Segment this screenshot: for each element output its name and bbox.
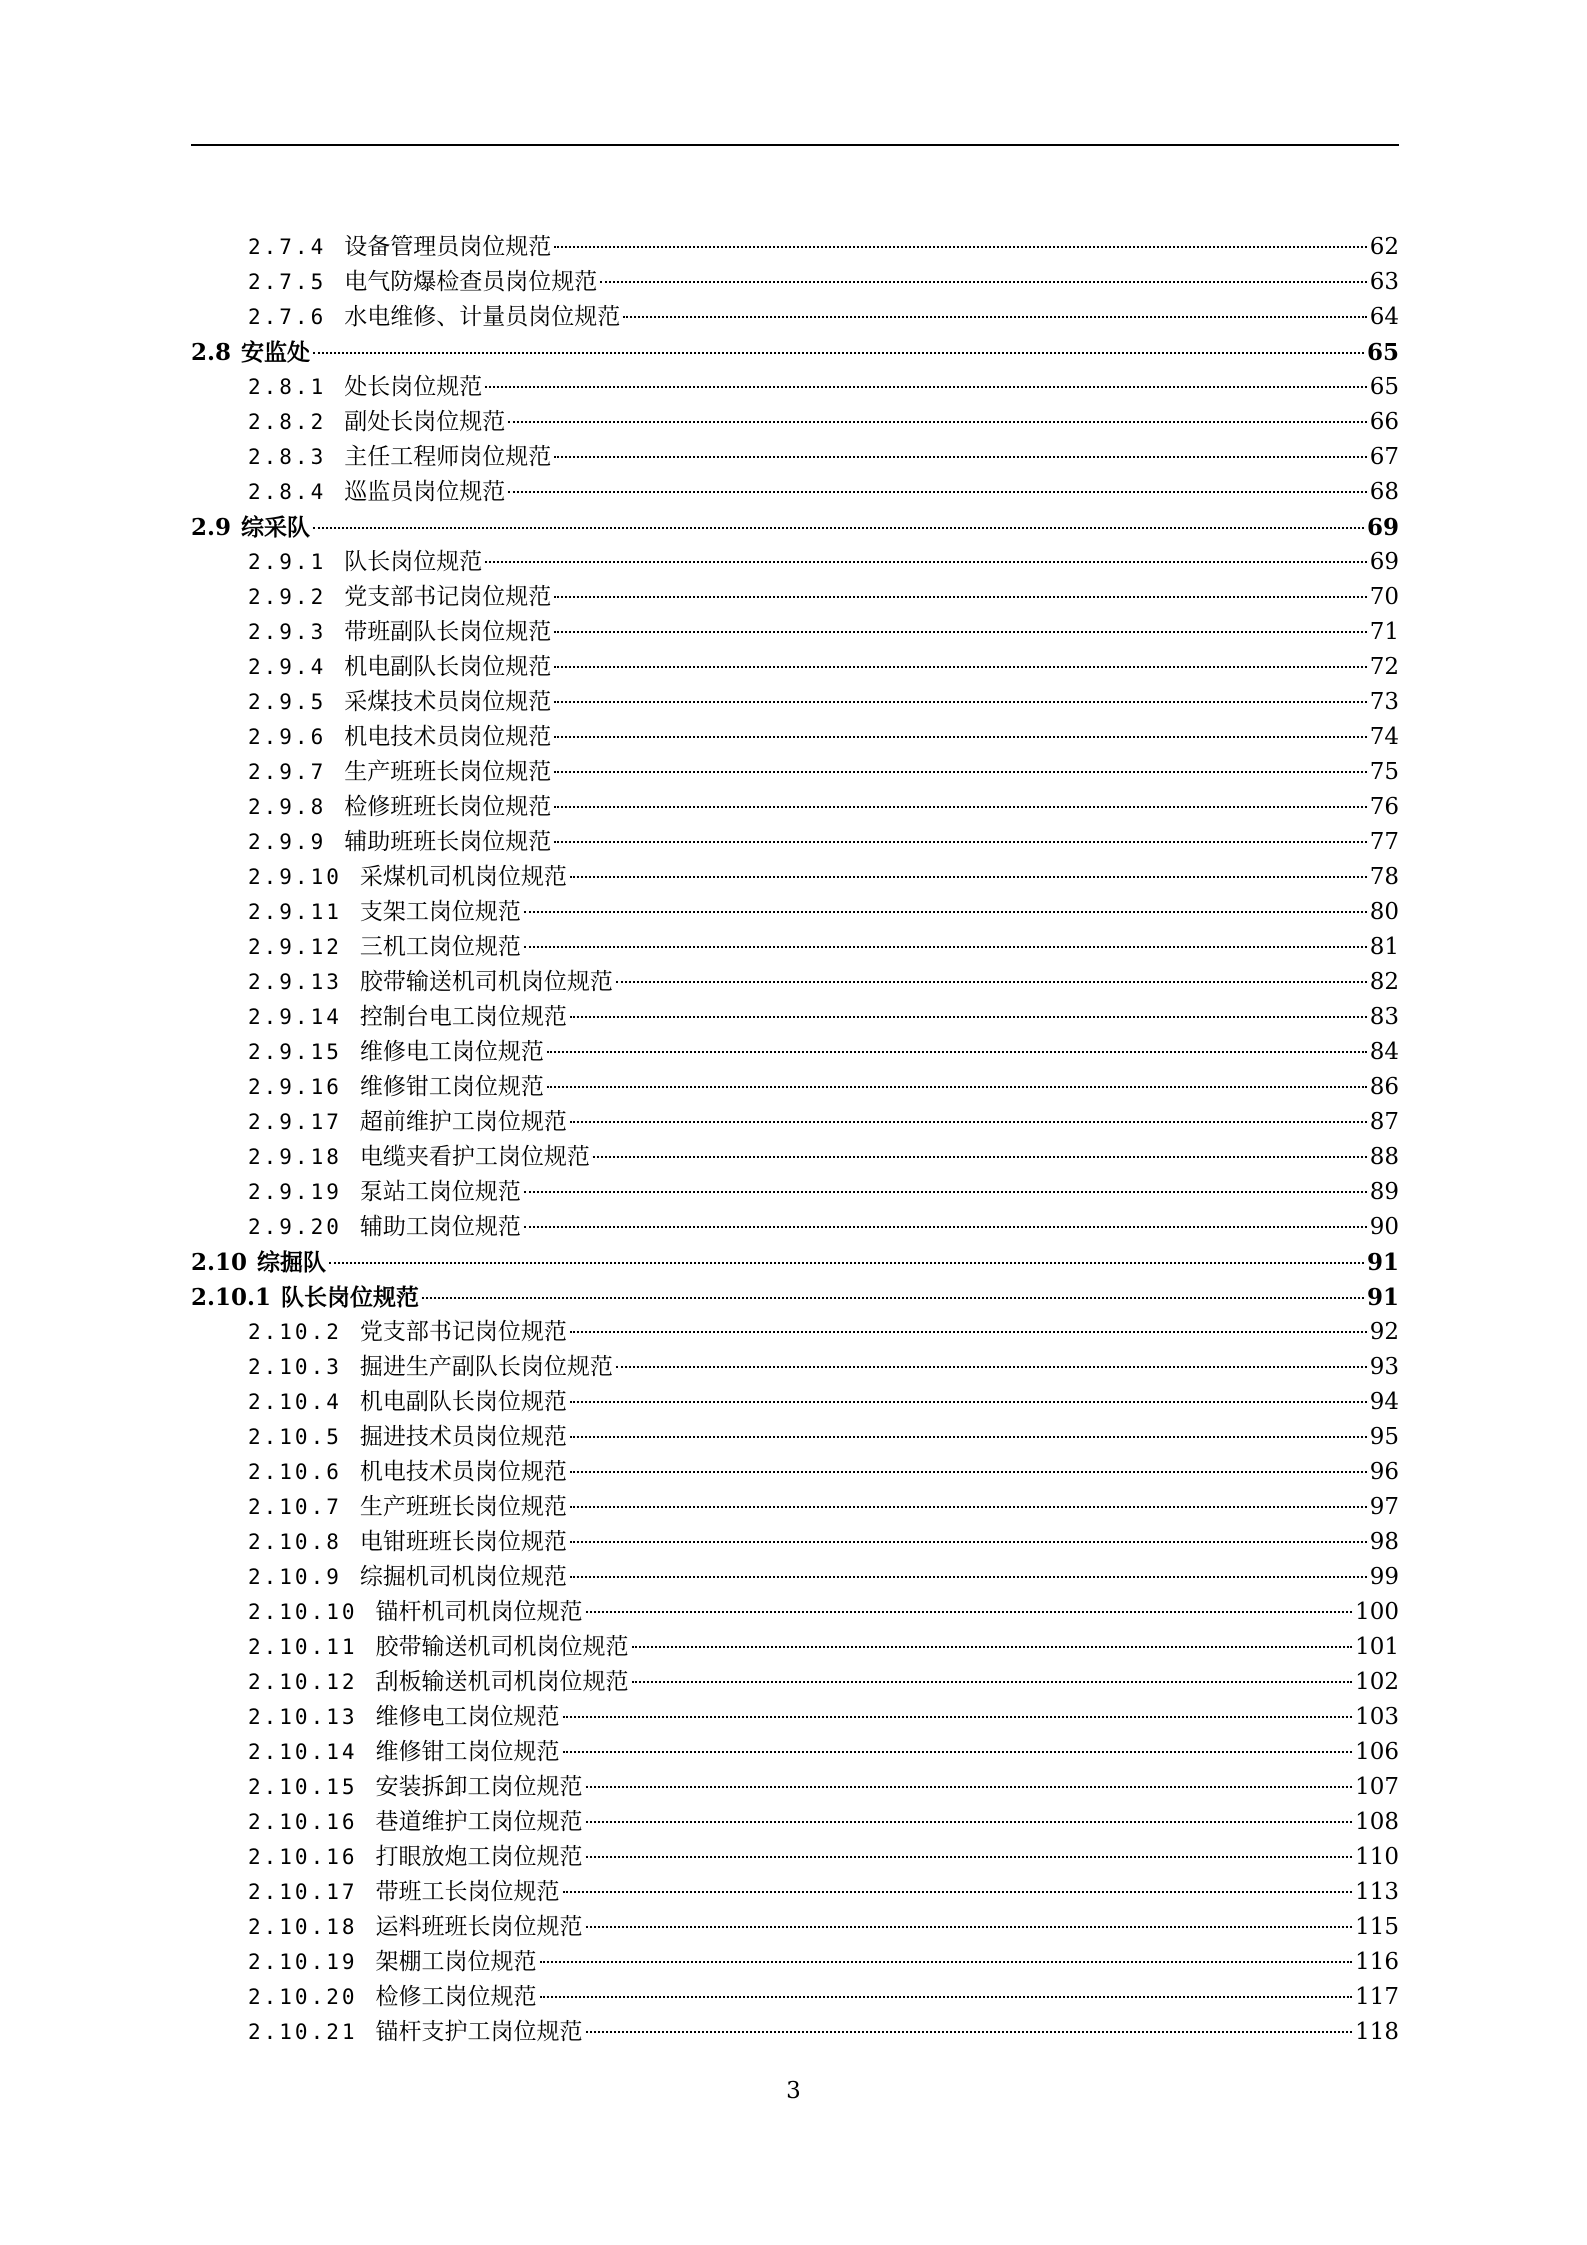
toc-entry-page: 107 <box>1355 1774 1399 1800</box>
toc-entry-page: 73 <box>1369 689 1399 715</box>
toc-entry-number: 2.8.1 <box>248 375 327 399</box>
toc-entry[interactable] <box>191 1875 1399 1910</box>
toc-entry-page: 68 <box>1369 479 1399 505</box>
toc-entry[interactable] <box>191 1105 1399 1140</box>
toc-entry-number: 2.9.10 <box>248 865 342 889</box>
toc-dot-leader <box>554 246 1367 248</box>
toc-entry-title: 党支部书记岗位规范 <box>344 584 552 610</box>
toc-entry-number: 2.10.14 <box>248 1740 358 1764</box>
toc-entry-title: 维修电工岗位规范 <box>375 1704 560 1730</box>
toc-entry-page: 99 <box>1369 1564 1399 1590</box>
toc-entry-number: 2.10.12 <box>248 1670 358 1694</box>
toc-entry-number: 2.9.1 <box>248 550 327 574</box>
toc-entry-number: 2.9.6 <box>248 725 327 749</box>
toc-dot-leader <box>570 1331 1367 1333</box>
toc-dot-leader <box>524 911 1367 913</box>
toc-entry-page: 76 <box>1369 794 1399 820</box>
toc-entry-page: 92 <box>1369 1319 1399 1345</box>
toc-dot-leader <box>547 1051 1367 1053</box>
toc-entry-title: 生产班班长岗位规范 <box>344 759 552 785</box>
toc-entry-number: 2.9.2 <box>248 585 327 609</box>
toc-entry-page: 64 <box>1369 304 1399 330</box>
toc-entry-number: 2.8.3 <box>248 445 327 469</box>
toc-entry[interactable] <box>191 790 1399 825</box>
toc-entry[interactable] <box>191 1735 1399 1770</box>
toc-entry[interactable] <box>191 1455 1399 1490</box>
toc-dot-leader <box>570 1401 1367 1403</box>
toc-entry-number: 2.10.19 <box>248 1950 358 1974</box>
toc-entry-page: 106 <box>1355 1739 1399 1765</box>
toc-dot-leader <box>623 316 1367 318</box>
toc-entry-page: 82 <box>1369 969 1399 995</box>
toc-entry-page: 86 <box>1369 1074 1399 1100</box>
toc-entry-number: 2.10.1 <box>191 1284 272 1311</box>
toc-entry-page: 110 <box>1355 1844 1399 1870</box>
toc-dot-leader <box>422 1297 1364 1299</box>
toc-entry-number: 2.10.21 <box>248 2020 358 2044</box>
toc-entry-title: 维修电工岗位规范 <box>359 1039 544 1065</box>
toc-dot-leader <box>540 1961 1353 1963</box>
toc-entry-page: 71 <box>1369 619 1399 645</box>
toc-entry-title: 锚杆支护工岗位规范 <box>375 2019 583 2045</box>
toc-entry[interactable] <box>191 860 1399 895</box>
toc-entry-title: 掘进技术员岗位规范 <box>359 1424 567 1450</box>
toc-entry-number: 2.9.18 <box>248 1145 342 1169</box>
toc-entry[interactable] <box>191 335 1399 370</box>
toc-entry-title: 队长岗位规范 <box>281 1284 420 1311</box>
toc-entry-page: 117 <box>1355 1984 1399 2010</box>
toc-entry-page: 95 <box>1369 1424 1399 1450</box>
toc-entry[interactable] <box>191 1770 1399 1805</box>
toc-entry-title: 控制台电工岗位规范 <box>359 1004 567 1030</box>
toc-entry[interactable] <box>191 1175 1399 1210</box>
toc-dot-leader <box>570 876 1367 878</box>
toc-entry-title: 辅助班班长岗位规范 <box>344 829 552 855</box>
toc-entry-number: 2.9.7 <box>248 760 327 784</box>
toc-entry[interactable] <box>191 1385 1399 1420</box>
toc-entry-number: 2.9.13 <box>248 970 342 994</box>
toc-dot-leader <box>570 1471 1367 1473</box>
toc-entry-page: 108 <box>1355 1809 1399 1835</box>
toc-entry-number: 2.9.11 <box>248 900 342 924</box>
toc-entry-title: 巷道维护工岗位规范 <box>375 1809 583 1835</box>
toc-entry[interactable] <box>191 1245 1399 1280</box>
toc-entry[interactable] <box>191 265 1399 300</box>
toc-entry-page: 118 <box>1355 2019 1399 2045</box>
toc-entry-page: 75 <box>1369 759 1399 785</box>
toc-entry[interactable] <box>191 1280 1399 1315</box>
toc-entry[interactable] <box>191 1665 1399 1700</box>
toc-entry-title: 支架工岗位规范 <box>359 899 521 925</box>
toc-entry-title: 综掘队 <box>257 1249 327 1276</box>
toc-entry-title: 三机工岗位规范 <box>359 934 521 960</box>
toc-entry[interactable] <box>191 475 1399 510</box>
toc-entry-title: 超前维护工岗位规范 <box>359 1109 567 1135</box>
toc-entry-page: 80 <box>1369 899 1399 925</box>
toc-entry[interactable] <box>191 230 1399 265</box>
toc-dot-leader <box>540 1996 1353 1998</box>
toc-entry-title: 水电维修、计量员岗位规范 <box>344 304 621 330</box>
toc-entry[interactable] <box>191 1000 1399 1035</box>
toc-entry-title: 带班副队长岗位规范 <box>344 619 552 645</box>
toc-entry-title: 生产班班长岗位规范 <box>359 1494 567 1520</box>
toc-entry[interactable] <box>191 300 1399 335</box>
toc-entry[interactable] <box>191 825 1399 860</box>
toc-entry-page: 74 <box>1369 724 1399 750</box>
toc-entry-page: 84 <box>1369 1039 1399 1065</box>
toc-dot-leader <box>632 1646 1353 1648</box>
toc-dot-leader <box>570 1541 1367 1543</box>
toc-entry-title: 队长岗位规范 <box>344 549 483 575</box>
toc-dot-leader <box>485 386 1367 388</box>
toc-entry-number: 2.10.5 <box>248 1425 342 1449</box>
toc-dot-leader <box>554 771 1367 773</box>
table-of-contents <box>191 230 1399 2050</box>
toc-entry-page: 78 <box>1369 864 1399 890</box>
toc-entry-number: 2.10.11 <box>248 1635 358 1659</box>
toc-entry-page: 88 <box>1369 1144 1399 1170</box>
toc-entry-number: 2.9.20 <box>248 1215 342 1239</box>
toc-entry[interactable] <box>191 755 1399 790</box>
toc-entry-title: 处长岗位规范 <box>344 374 483 400</box>
toc-entry-number: 2.9.19 <box>248 1180 342 1204</box>
toc-entry-title: 采煤机司机岗位规范 <box>359 864 567 890</box>
toc-dot-leader <box>313 352 1364 354</box>
toc-entry[interactable] <box>191 1035 1399 1070</box>
toc-dot-leader <box>524 1191 1367 1193</box>
toc-dot-leader <box>586 1856 1353 1858</box>
toc-dot-leader <box>586 1786 1353 1788</box>
toc-entry[interactable] <box>191 1910 1399 1945</box>
toc-entry-number: 2.10.20 <box>248 1985 358 2009</box>
toc-entry-page: 72 <box>1369 654 1399 680</box>
toc-entry[interactable] <box>191 1560 1399 1595</box>
toc-entry-number: 2.10.16 <box>248 1810 358 1834</box>
toc-entry-number: 2.7.6 <box>248 305 327 329</box>
toc-entry-page: 98 <box>1369 1529 1399 1555</box>
toc-dot-leader <box>586 2031 1353 2033</box>
toc-dot-leader <box>593 1156 1367 1158</box>
toc-entry-number: 2.10.7 <box>248 1495 342 1519</box>
toc-entry-number: 2.9.14 <box>248 1005 342 1029</box>
toc-entry[interactable] <box>191 720 1399 755</box>
toc-entry-number: 2.10.18 <box>248 1915 358 1939</box>
toc-dot-leader <box>563 1716 1353 1718</box>
toc-entry-title: 胶带输送机司机岗位规范 <box>375 1634 629 1660</box>
toc-entry-page: 87 <box>1369 1109 1399 1135</box>
toc-entry-page: 116 <box>1355 1949 1399 1975</box>
toc-entry-title: 维修钳工岗位规范 <box>359 1074 544 1100</box>
toc-entry-title: 安装拆卸工岗位规范 <box>375 1774 583 1800</box>
toc-entry-number: 2.9.16 <box>248 1075 342 1099</box>
toc-entry-number: 2.10 <box>191 1249 248 1276</box>
toc-entry[interactable] <box>191 895 1399 930</box>
toc-entry-number: 2.8.2 <box>248 410 327 434</box>
toc-entry-page: 70 <box>1369 584 1399 610</box>
toc-entry-title: 检修班班长岗位规范 <box>344 794 552 820</box>
toc-entry[interactable] <box>191 1420 1399 1455</box>
toc-entry-number: 2.9.3 <box>248 620 327 644</box>
toc-entry-number: 2.10.8 <box>248 1530 342 1554</box>
toc-entry[interactable] <box>191 615 1399 650</box>
toc-entry[interactable] <box>191 440 1399 475</box>
toc-entry[interactable] <box>191 685 1399 720</box>
toc-entry-title: 巡监员岗位规范 <box>344 479 506 505</box>
toc-entry-number: 2.8 <box>191 339 232 366</box>
toc-dot-leader <box>570 1016 1367 1018</box>
toc-dot-leader <box>570 1576 1367 1578</box>
toc-entry-title: 设备管理员岗位规范 <box>344 234 552 260</box>
toc-entry-title: 检修工岗位规范 <box>375 1984 537 2010</box>
toc-entry-page: 63 <box>1369 269 1399 295</box>
toc-entry-page: 65 <box>1369 374 1399 400</box>
toc-dot-leader <box>508 491 1367 493</box>
toc-dot-leader <box>554 736 1367 738</box>
toc-entry-number: 2.10.6 <box>248 1460 342 1484</box>
toc-entry-title: 电气防爆检查员岗位规范 <box>344 269 598 295</box>
toc-entry-title: 采煤技术员岗位规范 <box>344 689 552 715</box>
toc-entry-title: 打眼放炮工岗位规范 <box>375 1844 583 1870</box>
toc-entry-page: 90 <box>1369 1214 1399 1240</box>
toc-dot-leader <box>632 1681 1353 1683</box>
toc-dot-leader <box>554 596 1367 598</box>
toc-entry-page: 69 <box>1369 549 1399 575</box>
toc-dot-leader <box>329 1262 1364 1264</box>
toc-entry-page: 97 <box>1369 1494 1399 1520</box>
header-rule <box>191 144 1399 146</box>
toc-entry-title: 运料班班长岗位规范 <box>375 1914 583 1940</box>
toc-entry[interactable] <box>191 510 1399 545</box>
toc-entry-page: 67 <box>1369 444 1399 470</box>
toc-entry-page: 91 <box>1366 1284 1399 1311</box>
toc-entry-number: 2.10.10 <box>248 1600 358 1624</box>
toc-entry-title: 泵站工岗位规范 <box>359 1179 521 1205</box>
toc-entry-number: 2.10.15 <box>248 1775 358 1799</box>
toc-entry-title: 机电副队长岗位规范 <box>344 654 552 680</box>
toc-entry-title: 党支部书记岗位规范 <box>359 1319 567 1345</box>
toc-entry-page: 100 <box>1355 1599 1399 1625</box>
toc-entry-page: 103 <box>1355 1704 1399 1730</box>
toc-entry-page: 83 <box>1369 1004 1399 1030</box>
toc-dot-leader <box>554 841 1367 843</box>
toc-entry-page: 62 <box>1369 234 1399 260</box>
toc-entry-number: 2.9.5 <box>248 690 327 714</box>
toc-entry[interactable] <box>191 1490 1399 1525</box>
toc-entry[interactable] <box>191 1840 1399 1875</box>
toc-entry-page: 69 <box>1366 514 1399 541</box>
toc-entry-page: 65 <box>1366 339 1399 366</box>
toc-entry[interactable] <box>191 1945 1399 1980</box>
toc-entry-title: 锚杆机司机岗位规范 <box>375 1599 583 1625</box>
toc-entry-number: 2.9.8 <box>248 795 327 819</box>
toc-dot-leader <box>554 456 1367 458</box>
toc-entry-title: 胶带输送机司机岗位规范 <box>359 969 613 995</box>
toc-dot-leader <box>586 1611 1353 1613</box>
toc-entry-number: 2.10.2 <box>248 1320 342 1344</box>
toc-dot-leader <box>570 1506 1367 1508</box>
toc-entry[interactable] <box>191 1315 1399 1350</box>
toc-entry[interactable] <box>191 580 1399 615</box>
toc-entry-number: 2.10.16 <box>248 1845 358 1869</box>
toc-entry-page: 96 <box>1369 1459 1399 1485</box>
toc-entry-title: 辅助工岗位规范 <box>359 1214 521 1240</box>
toc-dot-leader <box>563 1751 1353 1753</box>
toc-entry-number: 2.10.3 <box>248 1355 342 1379</box>
toc-entry[interactable] <box>191 1140 1399 1175</box>
toc-entry-page: 81 <box>1369 934 1399 960</box>
page-number: 3 <box>786 2078 801 2104</box>
toc-dot-leader <box>554 701 1367 703</box>
toc-entry-title: 刮板输送机司机岗位规范 <box>375 1669 629 1695</box>
toc-entry[interactable] <box>191 930 1399 965</box>
toc-entry[interactable] <box>191 1525 1399 1560</box>
toc-entry-title: 主任工程师岗位规范 <box>344 444 552 470</box>
toc-entry-page: 66 <box>1369 409 1399 435</box>
toc-entry-number: 2.9.9 <box>248 830 327 854</box>
toc-entry[interactable] <box>191 1630 1399 1665</box>
toc-entry-title: 机电技术员岗位规范 <box>359 1459 567 1485</box>
toc-entry-title: 机电副队长岗位规范 <box>359 1389 567 1415</box>
toc-dot-leader <box>554 631 1367 633</box>
toc-dot-leader <box>586 1821 1353 1823</box>
toc-entry[interactable] <box>191 1595 1399 1630</box>
toc-dot-leader <box>547 1086 1367 1088</box>
toc-entry-page: 94 <box>1369 1389 1399 1415</box>
toc-entry-title: 综掘机司机岗位规范 <box>359 1564 567 1590</box>
toc-entry-title: 架棚工岗位规范 <box>375 1949 537 1975</box>
toc-entry-number: 2.9 <box>191 514 232 541</box>
toc-dot-leader <box>508 421 1367 423</box>
toc-entry-page: 113 <box>1355 1879 1399 1905</box>
toc-entry-number: 2.9.15 <box>248 1040 342 1064</box>
toc-entry-title: 电钳班班长岗位规范 <box>359 1529 567 1555</box>
toc-dot-leader <box>570 1121 1367 1123</box>
toc-entry-number: 2.7.5 <box>248 270 327 294</box>
toc-entry-number: 2.9.4 <box>248 655 327 679</box>
toc-entry[interactable] <box>191 1805 1399 1840</box>
toc-entry[interactable] <box>191 405 1399 440</box>
toc-entry-page: 77 <box>1369 829 1399 855</box>
toc-entry-page: 89 <box>1369 1179 1399 1205</box>
toc-dot-leader <box>313 527 1364 529</box>
toc-entry-title: 维修钳工岗位规范 <box>375 1739 560 1765</box>
toc-entry[interactable] <box>191 1210 1399 1245</box>
toc-entry-page: 91 <box>1366 1249 1399 1276</box>
toc-entry[interactable] <box>191 650 1399 685</box>
toc-entry[interactable] <box>191 2015 1399 2050</box>
toc-dot-leader <box>616 981 1367 983</box>
toc-dot-leader <box>554 666 1367 668</box>
toc-dot-leader <box>570 1436 1367 1438</box>
toc-entry-number: 2.7.4 <box>248 235 327 259</box>
toc-entry-number: 2.10.9 <box>248 1565 342 1589</box>
toc-entry[interactable] <box>191 965 1399 1000</box>
toc-entry-number: 2.8.4 <box>248 480 327 504</box>
toc-entry-page: 93 <box>1369 1354 1399 1380</box>
toc-entry-title: 掘进生产副队长岗位规范 <box>359 1354 613 1380</box>
toc-entry-page: 102 <box>1355 1669 1399 1695</box>
toc-entry[interactable] <box>191 545 1399 580</box>
toc-dot-leader <box>524 946 1367 948</box>
toc-entry[interactable] <box>191 1350 1399 1385</box>
toc-dot-leader <box>485 561 1367 563</box>
toc-entry[interactable] <box>191 1980 1399 2015</box>
toc-entry-title: 安监处 <box>241 339 311 366</box>
toc-entry-number: 2.9.12 <box>248 935 342 959</box>
toc-dot-leader <box>524 1226 1367 1228</box>
toc-dot-leader <box>563 1891 1353 1893</box>
toc-entry-page: 101 <box>1355 1634 1399 1660</box>
toc-dot-leader <box>586 1926 1353 1928</box>
toc-dot-leader <box>600 281 1367 283</box>
toc-entry-title: 机电技术员岗位规范 <box>344 724 552 750</box>
toc-entry[interactable] <box>191 370 1399 405</box>
toc-entry-title: 综采队 <box>241 514 311 541</box>
toc-entry-number: 2.10.4 <box>248 1390 342 1414</box>
toc-entry-number: 2.10.17 <box>248 1880 358 1904</box>
toc-entry[interactable] <box>191 1700 1399 1735</box>
toc-dot-leader <box>554 806 1367 808</box>
toc-entry[interactable] <box>191 1070 1399 1105</box>
toc-entry-title: 电缆夹看护工岗位规范 <box>359 1144 590 1170</box>
toc-entry-title: 副处长岗位规范 <box>344 409 506 435</box>
toc-dot-leader <box>616 1366 1367 1368</box>
toc-entry-number: 2.9.17 <box>248 1110 342 1134</box>
toc-entry-title: 带班工长岗位规范 <box>375 1879 560 1905</box>
toc-entry-number: 2.10.13 <box>248 1705 358 1729</box>
toc-entry-page: 115 <box>1355 1914 1399 1940</box>
